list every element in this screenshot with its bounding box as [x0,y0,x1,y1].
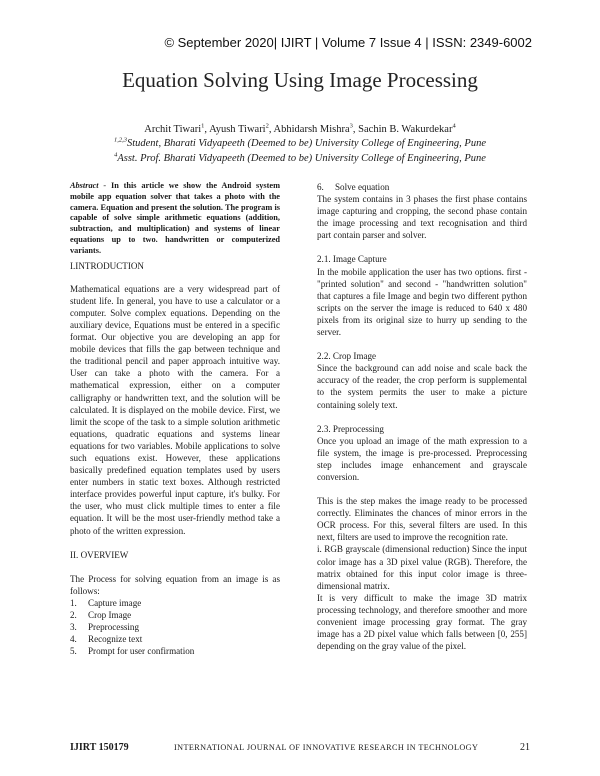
list-item [70,633,280,645]
preprocessing-paragraph: Once you upload an image of the math expression to a file system, the image is pre-processed. Preprocessing step includes image enhancement and grayscale conversion. [317,435,527,482]
author-sup: 4 [452,122,456,130]
right-column [317,181,527,652]
subsection-heading-preprocessing: 2.3. Preprocessing [317,423,384,434]
gray-format-paragraph: It is very difficult to make the image 3D matrix processing technology, and therefore smoother and more convenient image processing gray format. The gray image has a 2D pixel value which falls between [0, 255] depending on the gray value of the pixel. [317,592,527,652]
step-text: Preprocessing [88,622,140,633]
abstract-text: In this article we show the Android system mobile app equation solver that takes a photo with the camera. Equation and present the solution. The program is capable of solve simple arithmetic equations (addition, subtraction, and multiplication) and systems of linear equations up to two. handwritten or computerized variants. [70,181,280,255]
author-name: Archit Tiwari [144,124,202,135]
step-number: 6. [317,182,324,192]
author-name: Abhidarsh Mishra [273,124,350,135]
step-text: Solve equation [335,182,390,192]
process-steps-list [70,597,280,657]
step-number: 3. [70,622,77,633]
abstract [70,181,280,257]
affiliation-text: Asst. Prof. Bharati Vidyapeeth (Deemed to be) University College of Engineering, Pune [117,153,486,164]
step-number: 2. [70,610,77,621]
step-number: 1. [70,597,77,608]
image-capture-paragraph: In the mobile application the user has two options. first - "printed solution" and second - "handwritten solution" that captures a file Image and begin two different python scripts on the server the image is reduced to 640 x 480 pixels from its original size to hurry up sending to the server. [317,266,527,338]
introduction-paragraph: Mathematical equations are a very widespread part of student life. In general, you have to use a calculator or a computer. Solve complex equations. Depending on the auxiliary device, Equations must be entered in a specific format. Our objective you are developing an app for mobile devices that fills the gap between technique and the traditional pencil and paper approach intuitive way. User can take a photo with the camera. For a mathematical expression, either on a computer calligraphy or handwritten text, and the solution will be calculated. It is displayed on the mobile device. First, we limit the scope of the task to a simple solution arithmetic equations, quadratic equations and systems linear equations for two variables. Mobile applications to solve such equations exist. However, these applications basically predefined equation templates used by users enter numbers in static text boxes. Although restricted interface provides powerful input capture, it's bulky. For the user, who must click multiple times to enter a file equation. It will be the most user-friendly method take a photo of the written expression. [70,283,280,536]
step-number: 5. [70,646,77,657]
subsection-heading-crop-image: 2.2. Crop Image [317,351,377,362]
footer-journal-name: INTERNATIONAL JOURNAL OF INNOVATIVE RESEARCH IN TECHNOLOGY [174,743,479,752]
footer-paper-id: IJIRT 150179 [70,742,129,753]
overview-paragraph: The Process for solving equation from an image is as follows: [70,573,280,596]
affiliation-sup: 1,2,3 [113,136,127,144]
list-item [317,181,527,193]
author-name: Ayush Tiwari [209,124,266,135]
author-sup: 3 [349,122,353,130]
subsection-heading-image-capture: 2.1. Image Capture [317,254,387,265]
process-steps-list-continued [317,181,527,193]
step-number: 4. [70,634,77,645]
rgb-grayscale-paragraph: i. RGB grayscale (dimensional reduction) Since the input color image has a 3D pixel value (RGB). Therefore, the matrix obtained for this input color image is three-dimensional matrix. [317,544,527,591]
section-heading-introduction: I.INTRODUCTION [70,260,145,271]
author-sup: 2 [265,122,269,130]
affiliation-sup: 4 [114,151,118,159]
affiliation-professor [0,153,600,164]
paper-title: Equation Solving Using Image Processing [122,68,478,92]
page-number: 21 [520,742,530,753]
section-heading-overview: II. OVERVIEW [70,549,129,560]
step-text: Crop Image [88,610,132,621]
step-text: Prompt for user confirmation [88,646,195,657]
abstract-label: Abstract - [70,181,107,190]
left-column [70,181,280,657]
step-text: Capture image [88,597,142,608]
affiliation-text: Student, Bharati Vidyapeeth (Deemed to be) University College of Engineering, Pune [126,138,487,149]
running-header: © September 2020| IJIRT | Volume 7 Issue 4 | ISSN: 2349-6002 [164,35,532,50]
system-paragraph: The system contains in 3 phases the first phase contains image capturing and cropping, the second phase contain the image processing and text recognisation and third part contain parser and solver. [317,194,527,241]
step-text: Recognize text [88,634,143,645]
author-sup: 1 [201,122,205,130]
preprocessing-detail-paragraph: This is the step makes the image ready to be processed correctly. Eliminates the chances of minor errors in the OCR process. For this, several filters are used. In this next, filters are used to improve the recognition rate. [317,496,527,543]
crop-image-paragraph: Since the background can add noise and scale back the accuracy of the reader, the crop perform is supplemental to the system permits the user to make a picture containing solely text. [317,363,527,410]
affiliation-students [0,138,600,149]
author-list: Archit Tiwari$^1$, Ayush Tiwari$^2$, Abhidarsh Mishra$^3$, Sachin B. Wakurdekar$^4$ [144,122,456,135]
author-name: Sachin B. Wakurdekar [358,124,453,135]
list-item [70,597,280,609]
list-item [70,621,280,633]
list-item [70,645,280,657]
list-item [70,609,280,621]
